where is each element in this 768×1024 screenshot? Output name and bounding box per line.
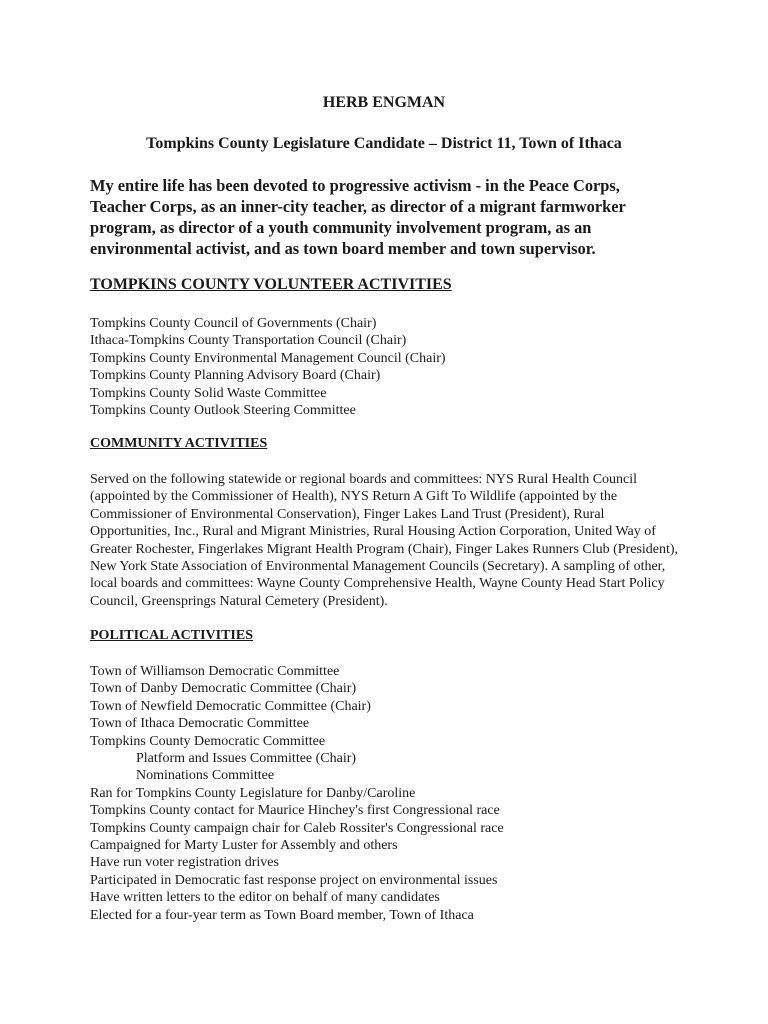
list-item: Tompkins County Solid Waste Committee [90,385,327,401]
list-item: Ran for Tompkins County Legislature for Danby/Caroline [90,785,416,801]
list-item: Tompkins County campaign chair for Caleb Rossiter's Congressional race [90,820,504,836]
list-item-subcommittee: Nominations Committee [136,768,275,784]
list-item: Town of Ithaca Democratic Committee [90,716,310,732]
list-item: Town of Williamson Democratic Committee [90,664,340,679]
candidate-name: HERB ENGMAN [322,94,446,111]
list-item: Town of Newfield Democratic Committee (Chair) [90,698,371,714]
list-item: Campaigned for Marty Luster for Assembly and others [90,838,398,854]
list-item: Ithaca-Tompkins County Transportation Council (Chair) [90,333,407,349]
list-item: Elected for a four-year term as Town Board member, Town of Ithaca [90,907,474,923]
list-item: Tompkins County Environmental Management Council (Chair) [90,350,446,366]
candidate-subtitle: Tompkins County Legislature Candidate – District 11, Town of Ithaca [146,135,622,152]
list-item: Participated in Democratic fast response project on environmental issues [90,872,498,888]
community-paragraph: Served on the following statewide or regional boards and committees: NYS Rural Health Council (appointed by the Commissioner of Health), NYS Return A Gift To Wildlife (appointed by the Commissioner of Environmental Conservation), Finger Lakes Land Trust (President), Rural Opportunities, Inc., Rural and Migrant Ministries, Rural Housing Action Corporation, United Way of Greater Rochester, Fingerlakes Migrant Health Program (Chair), Finger Lakes Runners Club (President), New York State Association of Environmental Management Councils (Secretary). A sampling of other, local boards and committees: Wayne County Comprehensive Health, Wayne County Head Start Policy Council, Greensprings Natural Cemetery (President). [90,472,679,609]
list-item: Have run voter registration drives [90,855,279,871]
list-item: Tompkins County Planning Advisory Board (Chair) [90,368,381,384]
list-item-subcommittee: Platform and Issues Committee (Chair) [136,751,357,767]
intro-statement: My entire life has been devoted to progressive activism - in the Peace Corps, Teacher Corps, as an inner-city teacher, as director of a migrant farmworker program, as director of a youth community involvement program, as an environmental activist, and as town board member and town supervisor. [90,176,626,258]
list-item: Tompkins County Democratic Committee [90,733,326,749]
volunteer-heading: TOMPKINS COUNTY VOLUNTEER ACTIVITIES [90,276,452,293]
list-item: Tompkins County Council of Governments (Chair) [90,316,377,331]
list-item: Town of Danby Democratic Committee (Chair) [90,681,357,697]
list-item: Tompkins County contact for Maurice Hinchey's first Congressional race [90,803,500,819]
community-heading: COMMUNITY ACTIVITIES [90,436,268,451]
volunteer-list [90,315,446,419]
political-list [90,663,504,924]
political-heading: POLITICAL ACTIVITIES [90,628,254,643]
list-item: Have written letters to the editor on behalf of many candidates [90,890,440,906]
list-item: Tompkins County Outlook Steering Committee [90,403,356,419]
